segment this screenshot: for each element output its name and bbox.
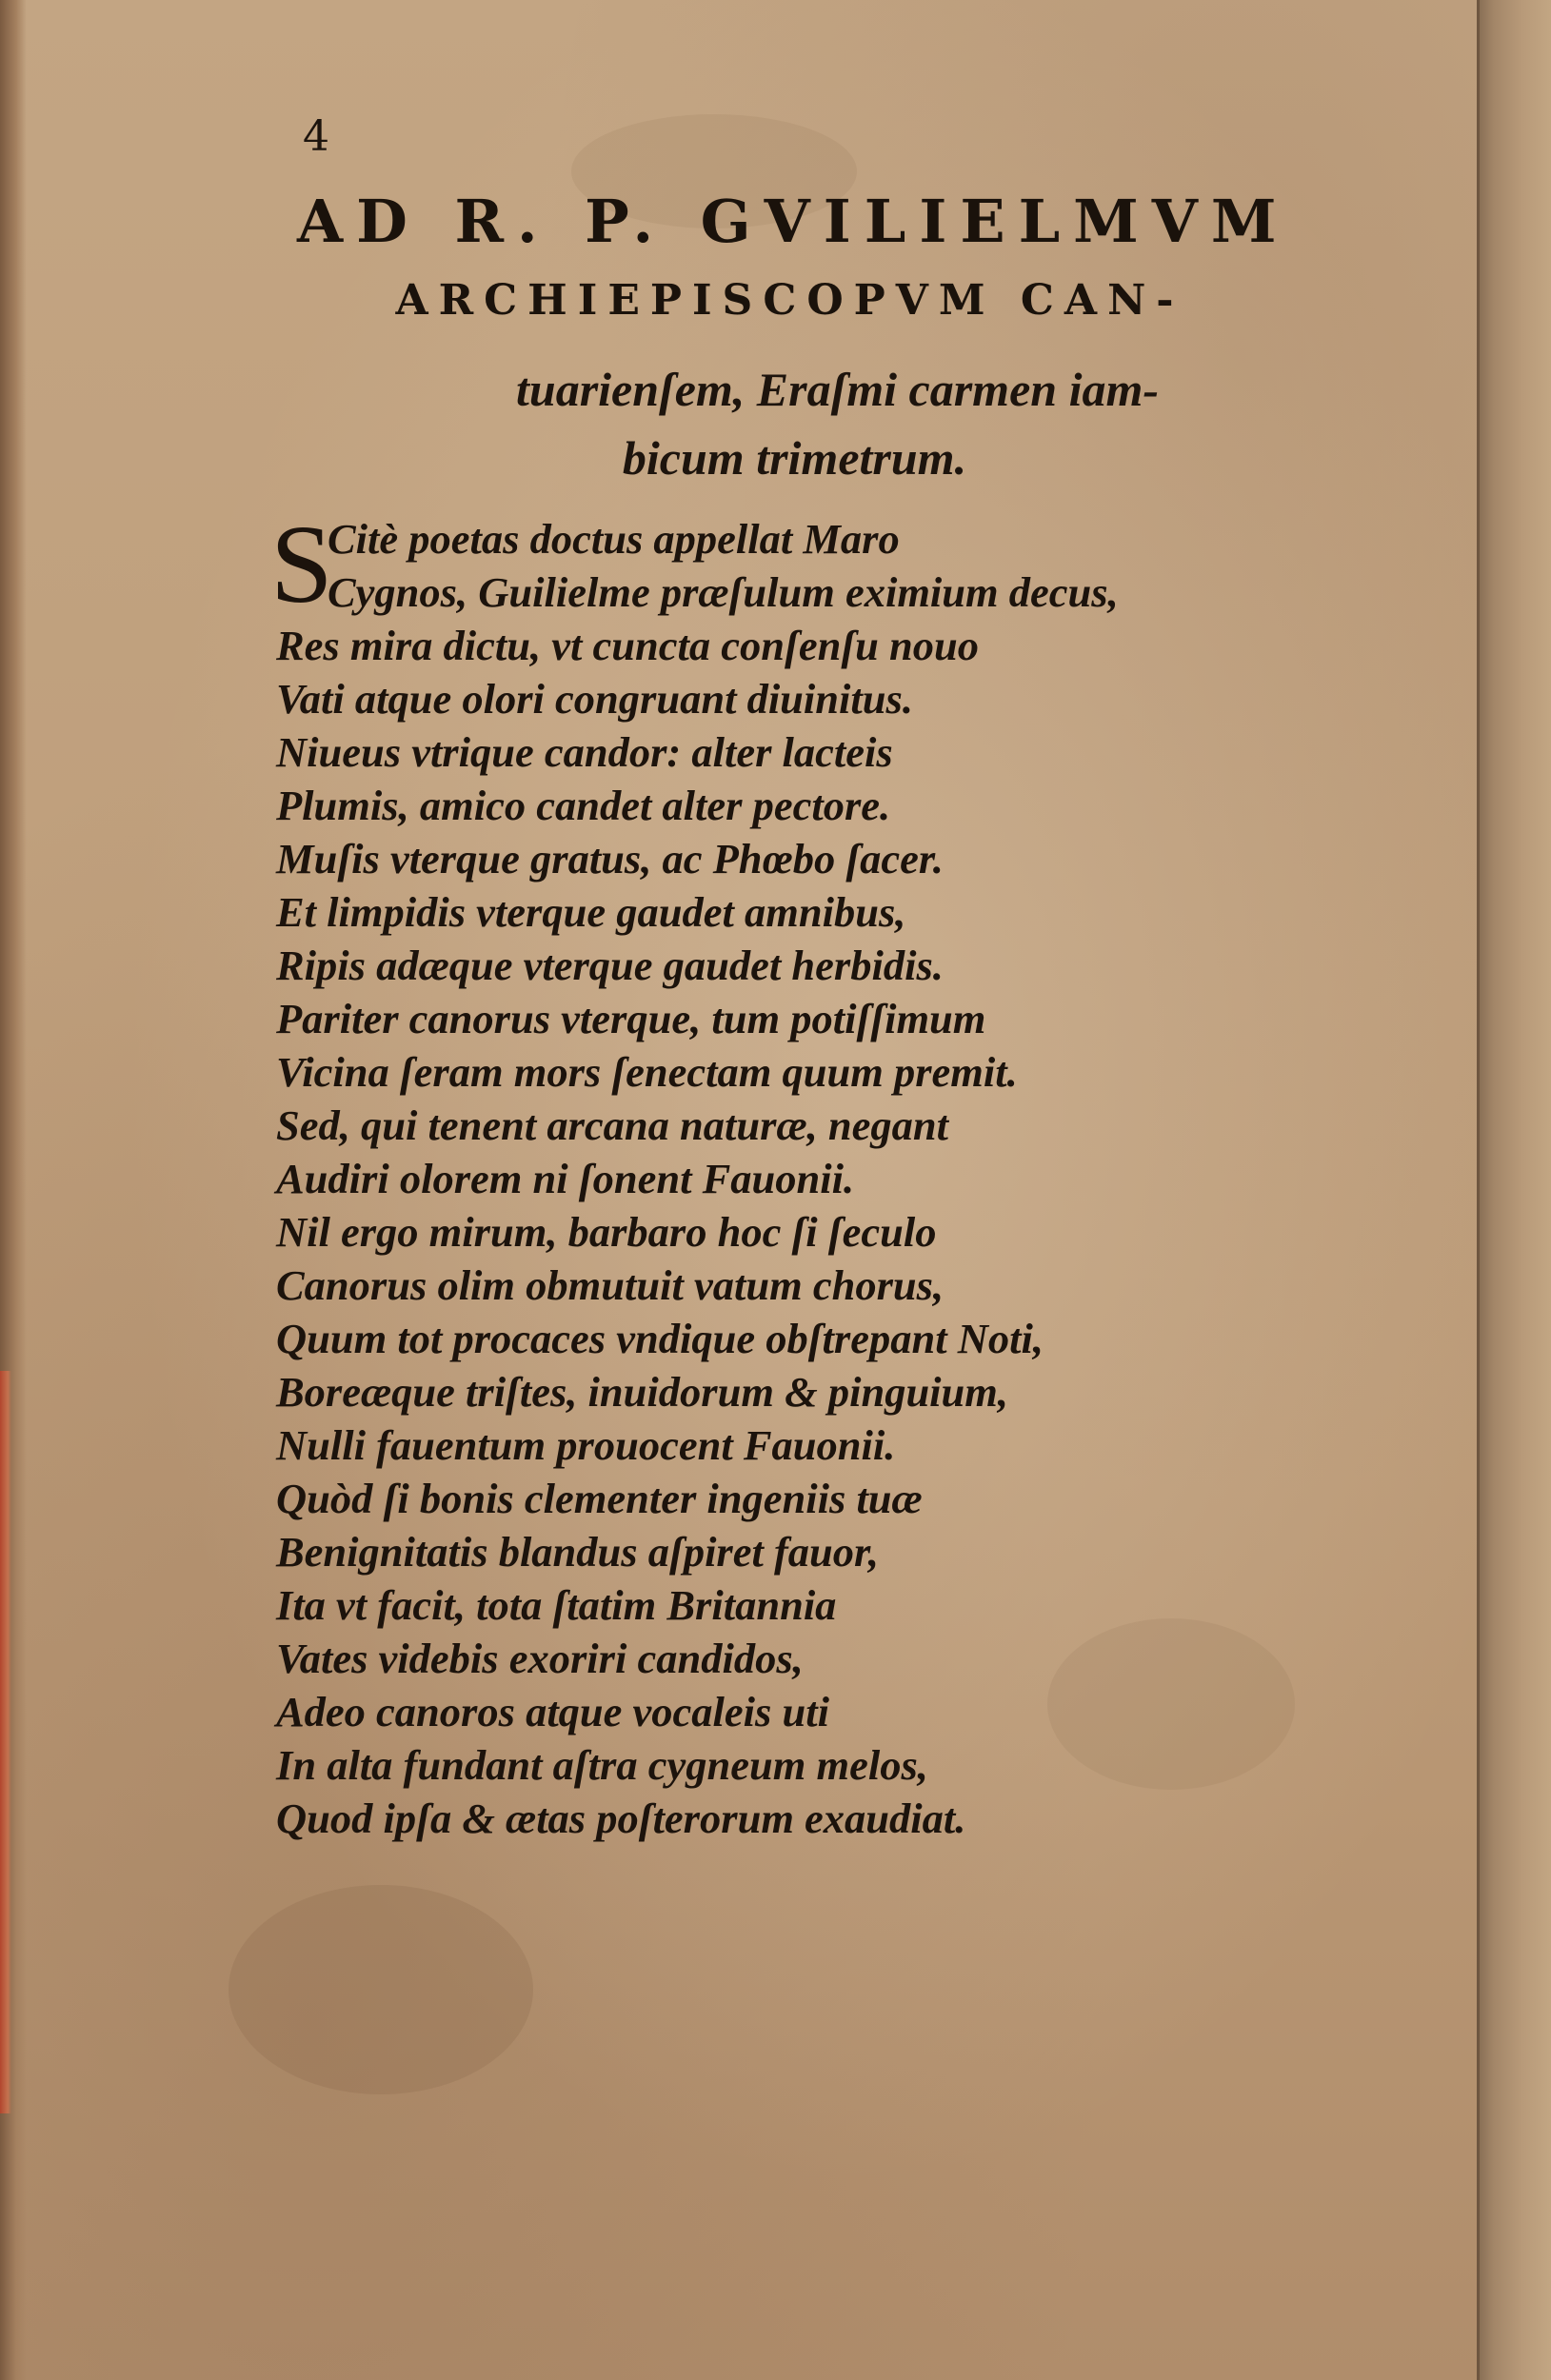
- poem-line: Nil ergo mirum, barbaro hoc ſi ſeculo: [276, 1208, 937, 1256]
- poem-line: Niueus vtrique candor: alter lacteis: [276, 728, 893, 776]
- subtitle-line-1: tuarienſem, Eraſmi carmen iam-: [516, 363, 1159, 416]
- book-gutter: [1477, 0, 1551, 2380]
- poem-line: Boreæque triſtes, inuidorum & pinguium,: [276, 1368, 1009, 1416]
- poem-line: In alta fundant aſtra cygneum melos,: [276, 1741, 928, 1789]
- poem-line: Sed, qui tenent arcana naturæ, negant: [276, 1101, 948, 1149]
- poem-line: Muſis vterque gratus, ac Phœbo ſacer.: [276, 835, 944, 883]
- drop-cap: S: [270, 502, 333, 626]
- poem-line: Benignitatis blandus aſpiret fauor,: [276, 1528, 880, 1576]
- poem-line: Vati atque olori congruant diuinitus.: [276, 675, 913, 723]
- paper-stain: [229, 1885, 533, 2094]
- poem-line: Res mira dictu, vt cuncta conſenſu nouo: [276, 622, 980, 669]
- poem-line: Ripis adæque vterque gaudet herbidis.: [276, 942, 944, 989]
- poem: [270, 502, 1304, 1845]
- subtitle-line-2: bicum trimetrum.: [622, 431, 967, 485]
- poem-line: Canorus olim obmutuit vatum chorus,: [276, 1261, 945, 1309]
- poem-line: Quòd ſi bonis clementer ingeniis tuæ: [276, 1475, 923, 1522]
- heading-line-1: AD R. P. GVILIELMVM: [297, 187, 1290, 256]
- poem-line: Ita vt facit, tota ſtatim Britannia: [276, 1581, 837, 1629]
- poem-line: Quum tot procaces vndique obſtrepant Noti,: [276, 1315, 1044, 1362]
- poem-line: Pariter canorus vterque, tum potiſſimum: [276, 995, 986, 1042]
- poem-line: Audiri olorem ni ſonent Fauonii.: [276, 1155, 855, 1202]
- poem-line: Vates videbis exoriri candidos,: [276, 1635, 804, 1682]
- poem-line: Et limpidis vterque gaudet amnibus,: [276, 888, 906, 936]
- heading-line-2: ARCHIEPISCOPVM CAN-: [395, 276, 1184, 325]
- poem-line-text: Citè poetas doctus appellat Maro: [328, 515, 900, 563]
- poem-line-text: Cygnos, Guilielme præſulum eximium decus,: [328, 568, 1119, 616]
- poem-line: [276, 565, 1304, 619]
- poem-line: Vicina ſeram mors ſenectam quum premit.: [276, 1048, 1018, 1096]
- poem-line: Quod ipſa & ætas poſterorum exaudiat.: [276, 1795, 966, 1842]
- red-edge-strip: [0, 1371, 11, 2113]
- poem-line: Nulli fauentum prouocent Fauonii.: [276, 1421, 896, 1469]
- poem-line: Plumis, amico candet alter pectore.: [276, 782, 891, 829]
- page-number: 4: [303, 112, 329, 161]
- poem-line: Adeo canoros atque vocaleis uti: [276, 1688, 829, 1735]
